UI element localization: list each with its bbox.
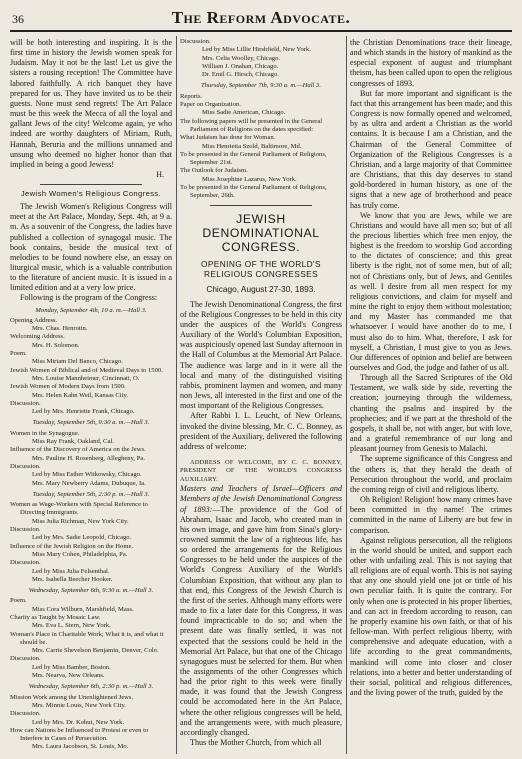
article-paragraph: Thus the Mother Church, from which all bbox=[190, 738, 322, 748]
article-paragraph: The Jewish Women's Religious Congress will meet at the Art Palace, Monday, Sept. 4th, at 9 a. m. As a souvenir of the Congress, the ladies have published a collection of synagogal music. The book contains, beside the musical text of melodies to be found nowhere else, an essay on liturgical music, which is a valuable contribution to the literature of ancient music. It is issued in a limited edition and at a very low price. bbox=[10, 202, 172, 293]
program-item: Discussion. bbox=[10, 710, 41, 718]
dateline: Chicago, August 27-30, 1893. bbox=[206, 283, 316, 294]
program-speaker: William J. Onahan, Chicago. bbox=[202, 62, 279, 70]
program-speaker: Miss Julia Richman, New York City. bbox=[32, 517, 129, 525]
program-speaker: Mrs. Carrie Shevelson Benjamin, Denver, Colo. bbox=[32, 647, 159, 655]
program-item: Paper on Organization. bbox=[180, 101, 241, 109]
address-salutation: Masters and Teachers of Israel—Officers and Members of the Jewish Denominational Congress of 1893: bbox=[180, 484, 342, 514]
program-speaker: Led by Miss Julia Felsenthal. bbox=[32, 567, 110, 575]
program-speaker: Miss Ray Frank, Oakland, Cal. bbox=[32, 438, 114, 446]
article-paragraph: The Jewish Denominational Congress, the first of the Religious Congresses to be held in this city under the auspices of the World's Congress Auxiliary of the World's Columbian Exposition, was auspiciously opened last Sunday afternoon in the Hall of Columbus at the Memorial Art Palace. The audience was large and in it were all the local and many of the distinguished visiting rabbis, prominent laymen and women, and many non Jews, all interested in the first and one of the most important of the Religious Congresses. bbox=[180, 299, 342, 411]
program-item: What Judaism has done for Woman. bbox=[180, 134, 276, 142]
session-heading: Tuesday, September 5th, 2:30 p. m.—Hall 3. bbox=[32, 490, 150, 498]
program-speaker: Mrs. Isabella Beecher Hooker. bbox=[32, 575, 113, 583]
program-speaker: Mrs. H. Solomon. bbox=[32, 341, 80, 349]
article-paragraph: After Rabbi I. L. Leucht, of New Orleans, invoked the divine blessing, Mr. C. C. Bonney, as president of the Auxiliary, delivered the following address of welcome: bbox=[180, 411, 342, 451]
program-speaker: Led by Mrs. Dr. Kohut, New York. bbox=[32, 718, 125, 726]
session-heading: Thursday, September 7th, 9:30 a. m.—Hall 3. bbox=[201, 82, 321, 90]
program-speaker: Led by Mrs. Henriette Frank, Chicago. bbox=[32, 408, 135, 416]
signature: H. bbox=[156, 170, 164, 180]
program-item: To be presented in the General Parliament of Religions, September 21st. bbox=[180, 150, 327, 167]
article-paragraph: Through all the Sacred Scriptures of the Old Testament, we walk side by side, reverting the creation; journeying through the wilderness, chanting the psalms and inspired by the prophecies; and if we part at the threshold of the gospels, it shall be, not with anger, but with love, and a grateful remembrance of our long and pleasant journey from Genesis to Malachi. bbox=[350, 373, 512, 454]
program-item: Discussion. bbox=[10, 399, 41, 407]
program-speaker: Mrs. Chas. Henrotin. bbox=[32, 325, 88, 333]
article-paragraph: We know that you are Jews, while we are Christians and would have all men so; but of all the precious liberties which free men enjoy, the highest is the freedom to worship God according to the dictates of conscience; and this great liberty is the right, not of some men, but of all; not of Christians only, but of Jews, and Gentiles as well. I desire from all men respect for my religious convictions, and claim for myself and mine the right to enjoy them without molestation; and my Master has commanded me that whatsoever I would have another do to me, I must also do to him. What, therefore, I ask for myself, a Christian, I must give to you as Jews. Our differences of opinion and belief are between ourselves and God, the judge and father of us all. bbox=[350, 210, 512, 372]
page-number: 36 bbox=[12, 12, 24, 26]
program-item: Reports. bbox=[180, 92, 203, 100]
program-speaker: Mrs. Mary Newberry Adams, Dubuque, Ia. bbox=[32, 479, 146, 487]
program-item: Woman's Place in Charitable Work; What it is, and what it should be. bbox=[10, 630, 164, 646]
program-item: Discussion. bbox=[10, 559, 41, 567]
program-item: Opening Address. bbox=[10, 316, 58, 324]
program-speaker: Miss Mary Cohen, Philadelphia, Pa. bbox=[32, 550, 128, 558]
session-heading: Wednesday, September 6th, 2:30 p. m.—Hall 3. bbox=[28, 683, 154, 691]
column-rule bbox=[346, 36, 347, 754]
program-speaker: Mrs. Eva L. Stern, New York. bbox=[32, 622, 111, 630]
program-item: Poem. bbox=[10, 597, 27, 605]
program-item: Poem. bbox=[10, 350, 27, 358]
program-speaker: Mrs. Pauline H. Rosenberg, Allegheny, Pa. bbox=[32, 454, 145, 462]
program-speaker: Led by Miss Bamber, Boston. bbox=[32, 663, 111, 671]
program-item: The Outlook for Judaism. bbox=[180, 167, 248, 175]
program-item: The following papers will be presented in the General Parliament of Religions on the dates specified: bbox=[180, 117, 323, 133]
journal-title: The Reform Advocate. bbox=[171, 8, 351, 27]
program-speaker: Mrs. Laura Jacobson, St. Louis, Mo. bbox=[32, 743, 129, 751]
program-item: Jewish Women of Modern Days from 1500. bbox=[10, 383, 126, 391]
column-3 bbox=[350, 38, 512, 756]
lead-paragraph: will be both interesting and inspiring. It is the first time in history the Jewish women speak for Judaism. May it not be the last! Let us give the sisters a rousing reception! The Committee have labored faithfully. A rich banquet they have prepared for us. They have invited us to be their guests. None must send regrets! The Art Palace must be this week the Mecca of all the loyal and gallant Jews of the city! Welcome again, ye who indeed are worthy daughters of Miriam, Ruth, Hannah, Beruria and the millions unnamed and unsung who deemed no higher honor than that implied in being a good Jewess! bbox=[10, 38, 172, 169]
program-item: Influence of the Discovery of America on the Jews. bbox=[10, 446, 146, 454]
program-speaker: Mrs. Minnie Louis, New York City. bbox=[32, 701, 126, 709]
program-speaker: Mrs. Celia Woolley, Chicago. bbox=[202, 54, 281, 62]
program-item: How can Nations be Influenced to Protest or even to Interfere in Cases of Persecution. bbox=[10, 726, 149, 743]
program-speaker: Miss Sadie American, Chicago. bbox=[202, 109, 286, 117]
session-heading: Wednesday, September 6th, 9:30 a. m.—Hall 3. bbox=[28, 587, 154, 595]
article-paragraph: Against religious persecution, all the religions in the world should be united, and support each other with unfailing zeal. This is not saying that all religions are of equal worth. This is not saying that any one should yield one jot or tittle of his own peculiar faith. It is quite the contrary. For only when one is protected in his proper liberties, and can act in freedom according to reason, can he properly examine his own faith, or that of his fellow-man. With perfect religious liberty, with comprehensive and adequate education, with a life according to the great commandments, mankind will come into closer and closer relations, into a better and better understanding of their social, political and religious differences, and the living power of the truth, guided by the bbox=[350, 535, 512, 697]
program-speaker: Miss Henrietta Szold, Baltimore, Md. bbox=[202, 142, 302, 150]
article-subtitle: OPENING OF THE WORLD'S RELIGIOUS CONGRESSES bbox=[201, 258, 321, 280]
program-list bbox=[10, 307, 172, 752]
program-speaker: Led by Miss Lillie Hirshfield, New York. bbox=[202, 46, 311, 54]
column-1 bbox=[10, 38, 172, 756]
program-speaker: Miss Cora Wilburn, Marshfield, Mass. bbox=[32, 605, 134, 613]
program-item: Influence of the Jewish Religion on the Home. bbox=[10, 542, 134, 550]
program-item: Mission Work among the Unenlightened Jews. bbox=[10, 693, 134, 701]
article-paragraph: The supreme significance of this Congress and the others is, that they herald the death of Persecution throughout the world, and proclaim the coming reign of civil and religious liberty. bbox=[350, 454, 512, 494]
address-body: —The providence of the God of Abraham, Isaac and Jacob, who created man in his own image, and gave him from Sinai's glory-crowned summit the law of a righteous life, has so ordered the arrangements for the Religious Congresses to be held under the auspices of the World's Congress Auxiliary of the World's Columbian Exposition, that without any plan to that end, this Congress of the Jewish Church is the first of the series. Although many efforts were made to fix a later date for this Congress, it was found impracticable to do so; and when the present date was finally settled, it was not expected that the sessions could be held in the Memorial Art Palace, but that one of the Chicago synagogues must be selected for them. But when the assignments of the other Congresses which had the prior right to this week were finally made, it was found that the Jewish Congress could be accomodated here in the Art Palace, where the other religious congresses will be held, and the arrangements were, with much pleasure, accordingly changed. bbox=[180, 504, 342, 737]
program-item: Charity as Taught by Mosaic Law. bbox=[10, 613, 101, 621]
separator bbox=[40, 184, 142, 185]
program-item: Women as Wage-Workers with Special Reference to Directing Immigrants. bbox=[10, 501, 148, 517]
program-item: Discussion. bbox=[10, 462, 41, 470]
section-heading: Jewish Women's Religious Congress. bbox=[20, 189, 162, 199]
program-item: Discussion. bbox=[10, 526, 41, 534]
program-speaker: Led by Miss Esther Witkowsky, Chicago. bbox=[32, 471, 142, 479]
program-speaker: Miss Josephine Lazarus, New York. bbox=[202, 175, 297, 183]
column-2 bbox=[180, 38, 342, 756]
page-header bbox=[10, 8, 512, 32]
article-title: JEWISH DENOMINATIONAL CONGRESS. bbox=[202, 211, 320, 254]
article-paragraph: But far more important and significant is the fact that this arrangement has been made; and this Congress is now formally opened and welcomed, by as ultra and ardent a Christian as the world contains. It is because I am a Christian, and the Chairman of the General Committee of Organization of the Religious Congresses is a Christian, and a large majority of that Committee are Christians, that this day deserves to stand gold-bordered in human history, as one of the signs that a new age of brotherhood and peace has truly come. bbox=[350, 88, 512, 210]
column-rule bbox=[176, 36, 177, 754]
separator bbox=[210, 205, 312, 206]
program-speaker: Mrs. Louise Mannheimer, Cincinnati, O. bbox=[32, 374, 140, 382]
program-speaker: Mrs. Nearva, New Orleans. bbox=[32, 672, 105, 680]
address-heading: ADDRESS OF WELCOME, BY C. C. BONNEY, PRESIDENT OF THE WORLD'S CONGRESS AUXILIARY. bbox=[180, 458, 342, 483]
session-heading: Tuesday, September 5th, 9:30 a. m.—Hall 3. bbox=[32, 419, 150, 427]
program-speaker: Miss Miriam Del Banco, Chicago. bbox=[32, 358, 123, 366]
address-text bbox=[180, 484, 342, 738]
session-heading: Monday, September 4th, 10 a. m.—Hall 3. bbox=[35, 306, 147, 314]
program-item: Jewish Women of Biblical and of Medieval Days to 1500. bbox=[10, 366, 163, 374]
program-item: Women in the Synagogue. bbox=[10, 429, 80, 437]
program-item: Discussion. bbox=[10, 655, 41, 663]
article-paragraph: the Christian Denominations trace their lineage, and which stands in the history of mankind as the especial exponent of august and triumphant theism, has been called upon to open the religious congresses of 1893. bbox=[350, 38, 512, 88]
program-speaker: Dr. Emil G. Hirsch, Chicago. bbox=[202, 71, 279, 79]
article-paragraph: Following is the program of the Congress: bbox=[20, 293, 158, 303]
program-item: To be presented in the General Parliament of Religions, September, 26th. bbox=[180, 184, 327, 200]
program-speaker: Mrs. Helen Kahn Weil, Kansas City. bbox=[32, 391, 128, 399]
program-list bbox=[180, 38, 342, 201]
program-item: Discussion. bbox=[180, 38, 211, 45]
article-paragraph: Oh Religion! Religion! how many crimes have been committed in thy name! The crimes committed in the name of Liberty are but few in comparison. bbox=[350, 495, 512, 535]
program-item: Welcoming Address. bbox=[10, 333, 65, 341]
program-speaker: Led by Mrs. Sadie Leopold, Chicago. bbox=[32, 534, 132, 542]
